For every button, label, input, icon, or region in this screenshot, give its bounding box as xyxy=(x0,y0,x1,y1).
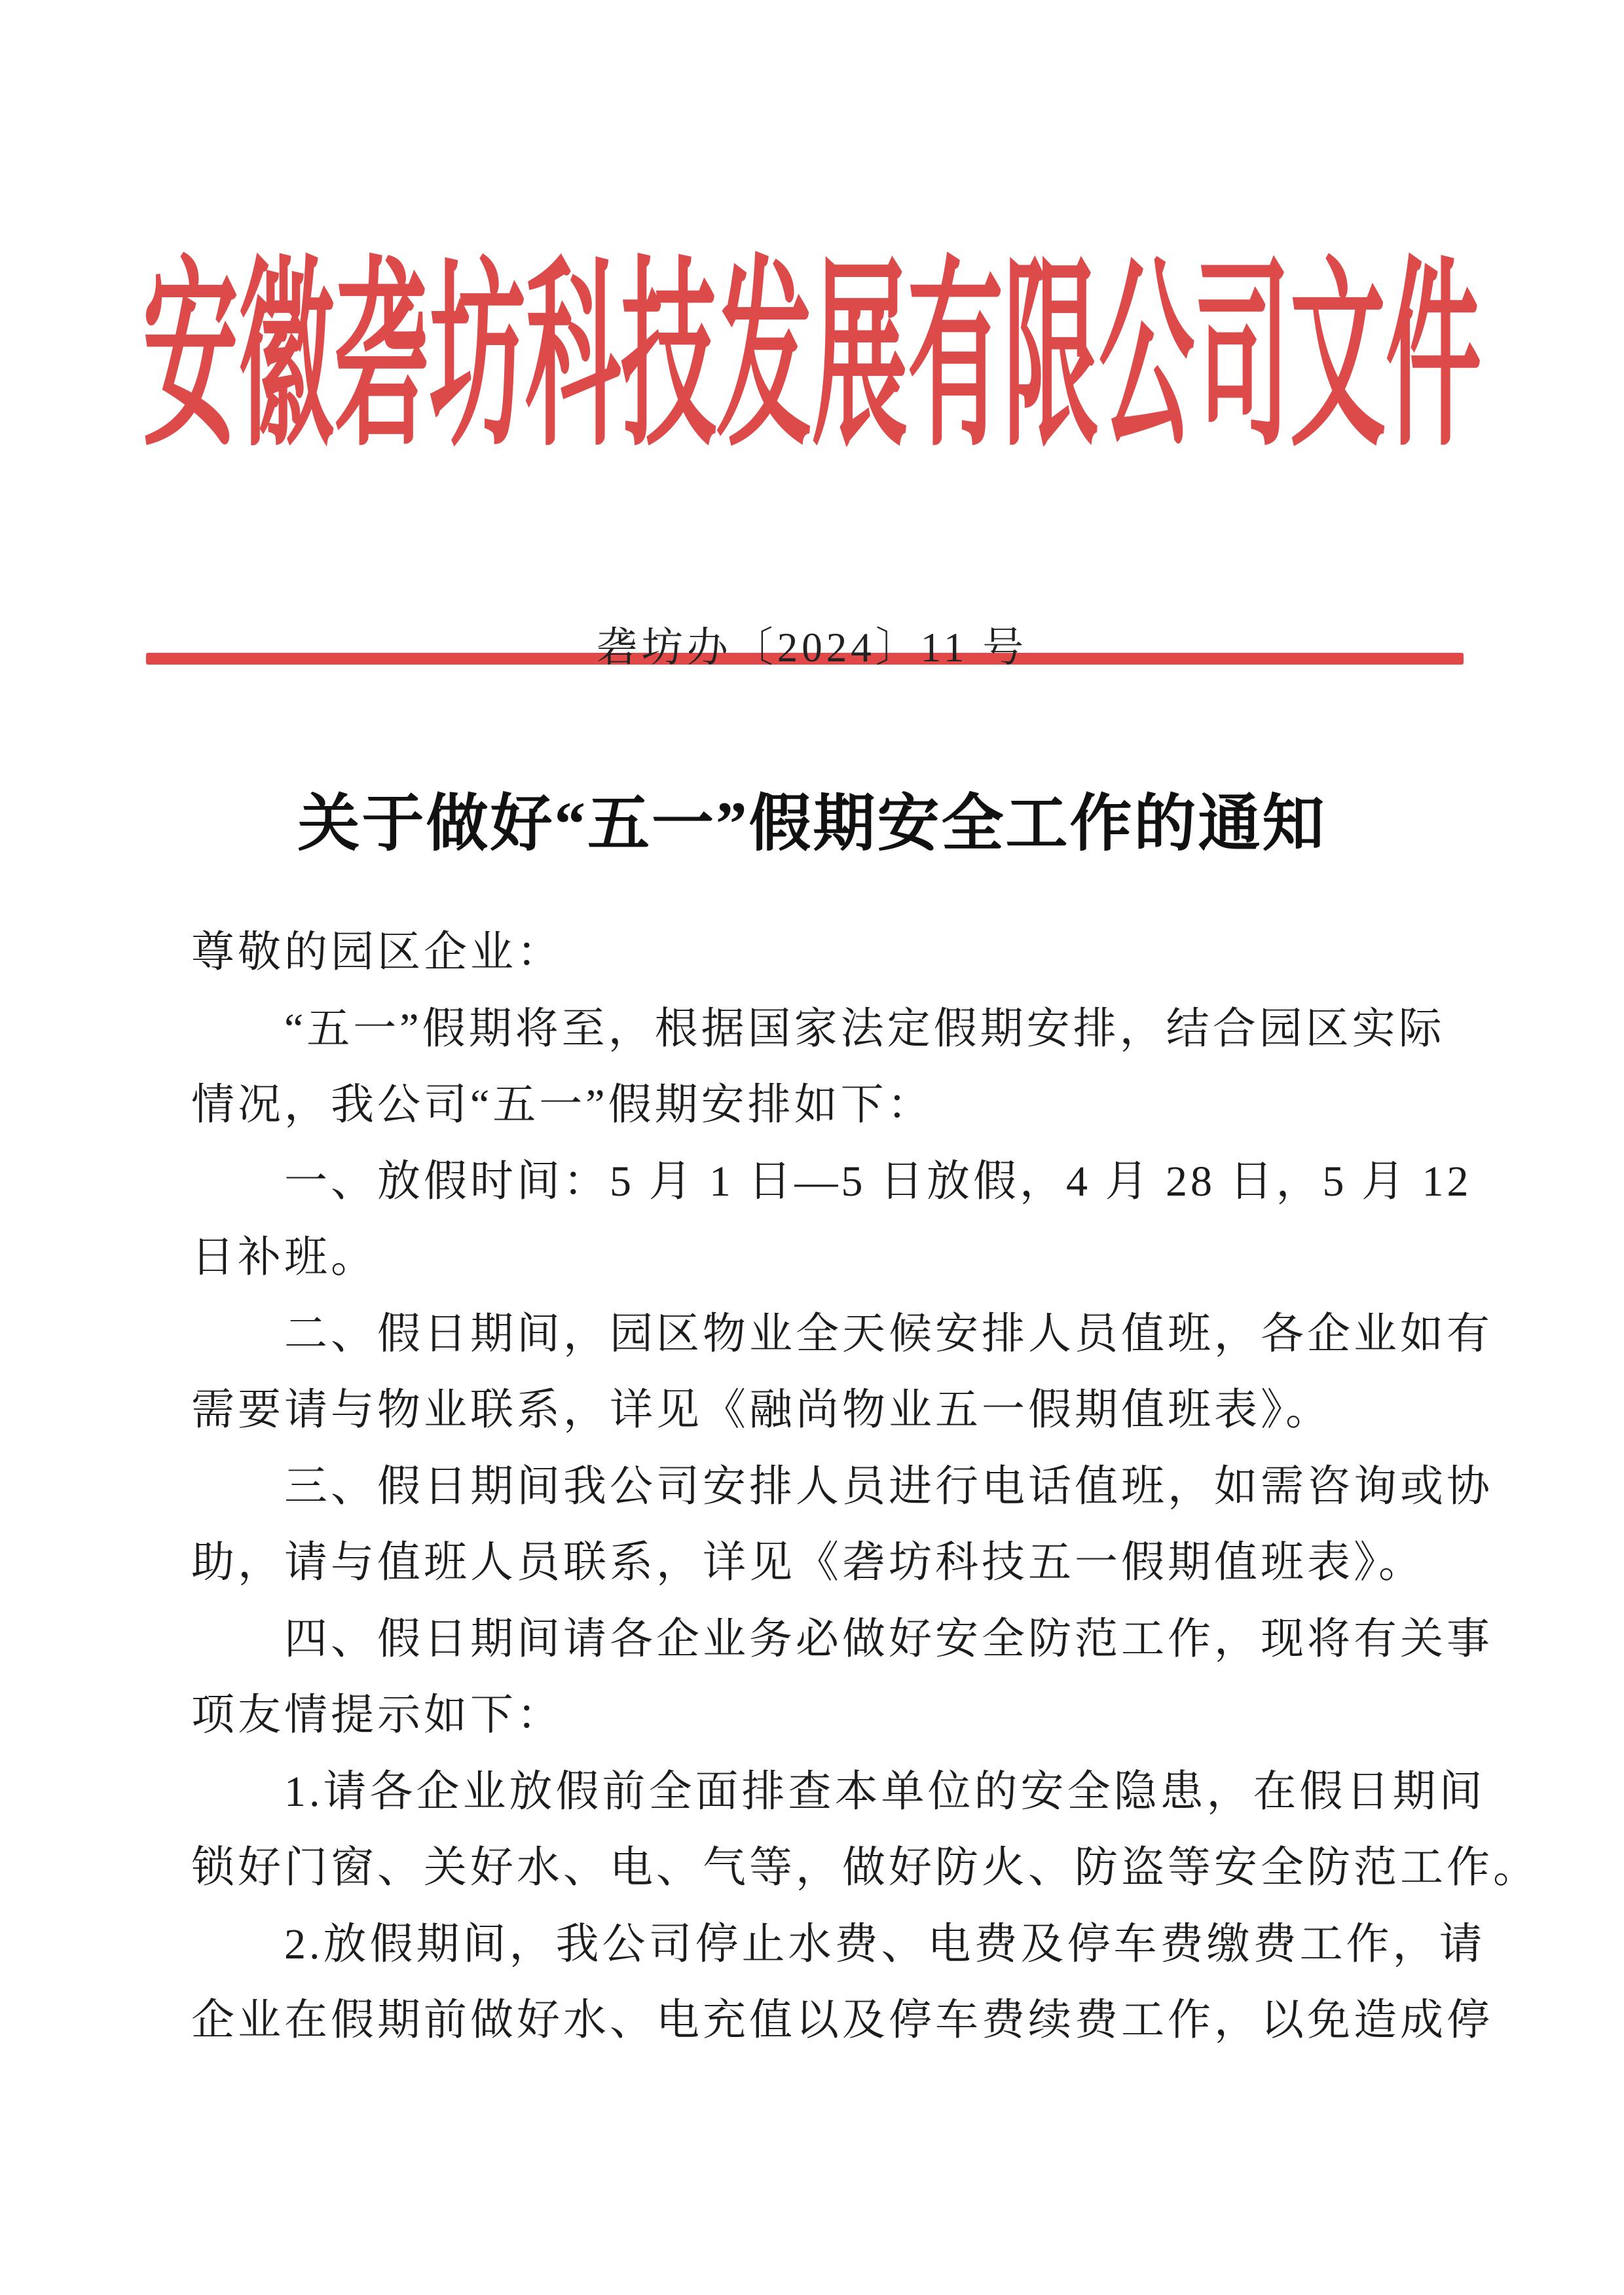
letterhead-title: 安徽砻坊科技发展有限公司文件 xyxy=(143,246,1481,471)
body-line: 四、假日期间请各企业务必做好安全防范工作，现将有关事 xyxy=(191,1615,1493,1663)
body-line: “五一”假期将至，根据国家法定假期安排，结合园区实际 xyxy=(191,1004,1445,1053)
body-line: 日补班。 xyxy=(191,1234,377,1281)
body-line: 二、假日期间，园区物业全天候安排人员值班，各企业如有 xyxy=(191,1310,1493,1358)
body-line: 企业在假期前做好水、电充值以及停车费续费工作，以免造成停 xyxy=(191,1996,1493,2044)
body-line: 锁好门窗、关好水、电、气等，做好防火、防盗等安全防范工作。 xyxy=(191,1844,1540,1892)
notice-title: 关于做好“五一”假期安全工作的通知 xyxy=(297,789,1327,858)
body-line: 2.放假期间，我公司停止水费、电费及停车费缴费工作，请 xyxy=(191,1920,1486,1968)
body-line: 一、放假时间：5 月 1 日—5 日放假，4 月 28 日，5 月 12 xyxy=(191,1157,1472,1205)
letterhead xyxy=(0,246,1624,471)
notice-body xyxy=(191,915,1540,2059)
body-line: 项友情提示如下： xyxy=(191,1691,563,1739)
body-line: 需要请与物业联系，详见《融尚物业五一假期值班表》。 xyxy=(191,1386,1332,1434)
body-line: 情况，我公司“五一”假期安排如下： xyxy=(191,1081,934,1129)
body-line: 助，请与值班人员联系，详见《砻坊科技五一假期值班表》。 xyxy=(191,1539,1425,1587)
body-line: 三、假日期间我公司安排人员进行电话值班，如需咨询或协 xyxy=(191,1462,1493,1511)
body-line-salutation: 尊敬的园区企业： xyxy=(191,928,563,976)
document-number: 砻坊办〔2024〕11 号 xyxy=(596,625,1028,670)
body-line: 1.请各企业放假前全面排查本单位的安全隐患，在假日期间 xyxy=(191,1767,1486,1816)
